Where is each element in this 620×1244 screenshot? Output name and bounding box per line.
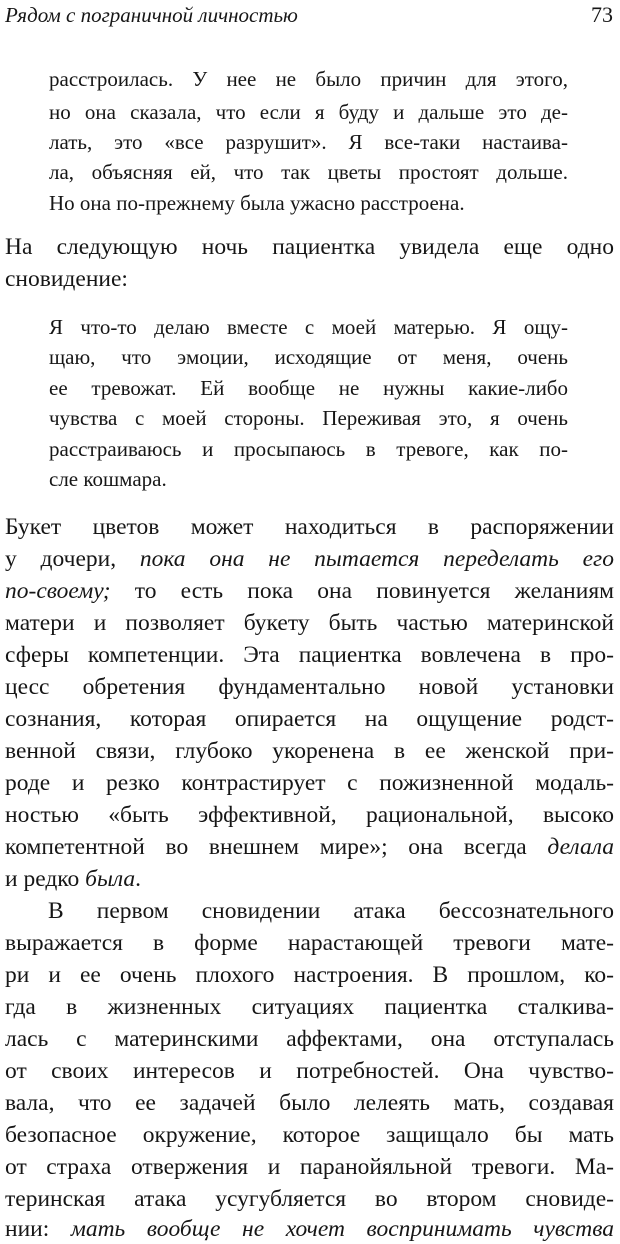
body-line: гда в жизненных ситуациях пациентка сталкива- — [5, 994, 614, 1020]
italic-text: пока она не пытается переделать его — [139, 546, 614, 572]
body-line: выражается в форме нарастающей тревоги мате- — [5, 930, 614, 956]
plain-text: у дочери, — [5, 546, 140, 572]
plain-text: то есть пока она повинуется желаниям — [110, 578, 614, 604]
body-line: В первом сновидении атака бессознательного — [48, 898, 614, 924]
body-line: сновидение: — [5, 266, 128, 292]
plain-text: и редко — [5, 866, 86, 892]
page-number: 73 — [591, 2, 613, 27]
body-line — [5, 864, 614, 894]
quote-line: ла, объясняя ей, что так цветы простоят дольше. — [49, 160, 568, 184]
plain-text: нии: — [5, 1216, 71, 1242]
italic-text: по-своему; — [5, 578, 111, 604]
body-line: ри и ее очень плохого настроения. В прошлом, ко- — [5, 962, 614, 988]
body-line: ностью «быть эффективной, рациональной, высоко — [5, 802, 614, 828]
quote-line: сле кошмара. — [49, 467, 167, 491]
body-line: Букет цветов может находиться в распоряжении — [5, 514, 614, 540]
body-line — [5, 832, 614, 862]
body-line — [5, 544, 614, 574]
body-line: безопасное окружение, которое защищало бы мать — [5, 1122, 614, 1148]
running-title: Рядом с пограничной личностью — [5, 3, 298, 27]
quote-line: ее тревожат. Ей вообще не нужны какие-либо — [49, 376, 568, 400]
quote-line: чувства с моей стороны. Переживая это, я очень — [49, 406, 568, 430]
body-line: цесс обретения фундаментально новой установки — [5, 674, 614, 700]
quote-line: Я что-то делаю вместе с моей матерью. Я ощу- — [49, 315, 568, 339]
body-line: лась с материнскими аффектами, она отступалась — [5, 1026, 614, 1052]
quote-line: щаю, что эмоции, исходящие от меня, очень — [49, 345, 568, 369]
running-head — [5, 0, 613, 30]
body-line: вала, что ее задачей было лелеять мать, создавая — [5, 1090, 614, 1116]
italic-text: делала — [547, 834, 614, 860]
italic-text: мать вообще не хочет воспринимать чувства — [70, 1216, 614, 1242]
body-line — [5, 1214, 614, 1244]
quote-line: но она сказала, что если я буду и дальше это де- — [49, 100, 568, 124]
quote-line: расстраиваюсь и просыпаюсь в тревоге, как по- — [49, 437, 568, 461]
body-line: теринская атака усугубляется во втором сновиде- — [5, 1186, 614, 1212]
body-line: матери и позволяет букету быть частью материнской — [5, 610, 614, 636]
body-line: На следующую ночь пациентка увидела еще одно — [5, 234, 614, 260]
body-line: роде и резко контрастирует с пожизненной модаль- — [5, 770, 614, 796]
plain-text: компетентной во внешнем мире»; она всегда — [5, 834, 548, 860]
body-line: сферы компетенции. Эта пациентка вовлечена в про- — [5, 642, 614, 668]
body-line: венной связи, глубоко укоренена в ее женской при- — [5, 738, 614, 764]
quote-line: Но она по-прежнему была ужасно расстроена. — [49, 191, 465, 215]
body-line — [5, 576, 614, 606]
italic-text: была — [85, 866, 136, 892]
quote-line: лать, это «все разрушит». Я все-таки настаива- — [49, 130, 568, 154]
body-line: от страха отвержения и паранойяльной тревоги. Ма- — [5, 1154, 614, 1180]
body-line: от своих интересов и потребностей. Она чувство- — [5, 1058, 614, 1084]
plain-text: . — [135, 866, 142, 892]
quote-line: расстроилась. У нее не было причин для этого, — [49, 67, 568, 91]
body-line: сознания, которая опирается на ощущение родст- — [5, 706, 614, 732]
